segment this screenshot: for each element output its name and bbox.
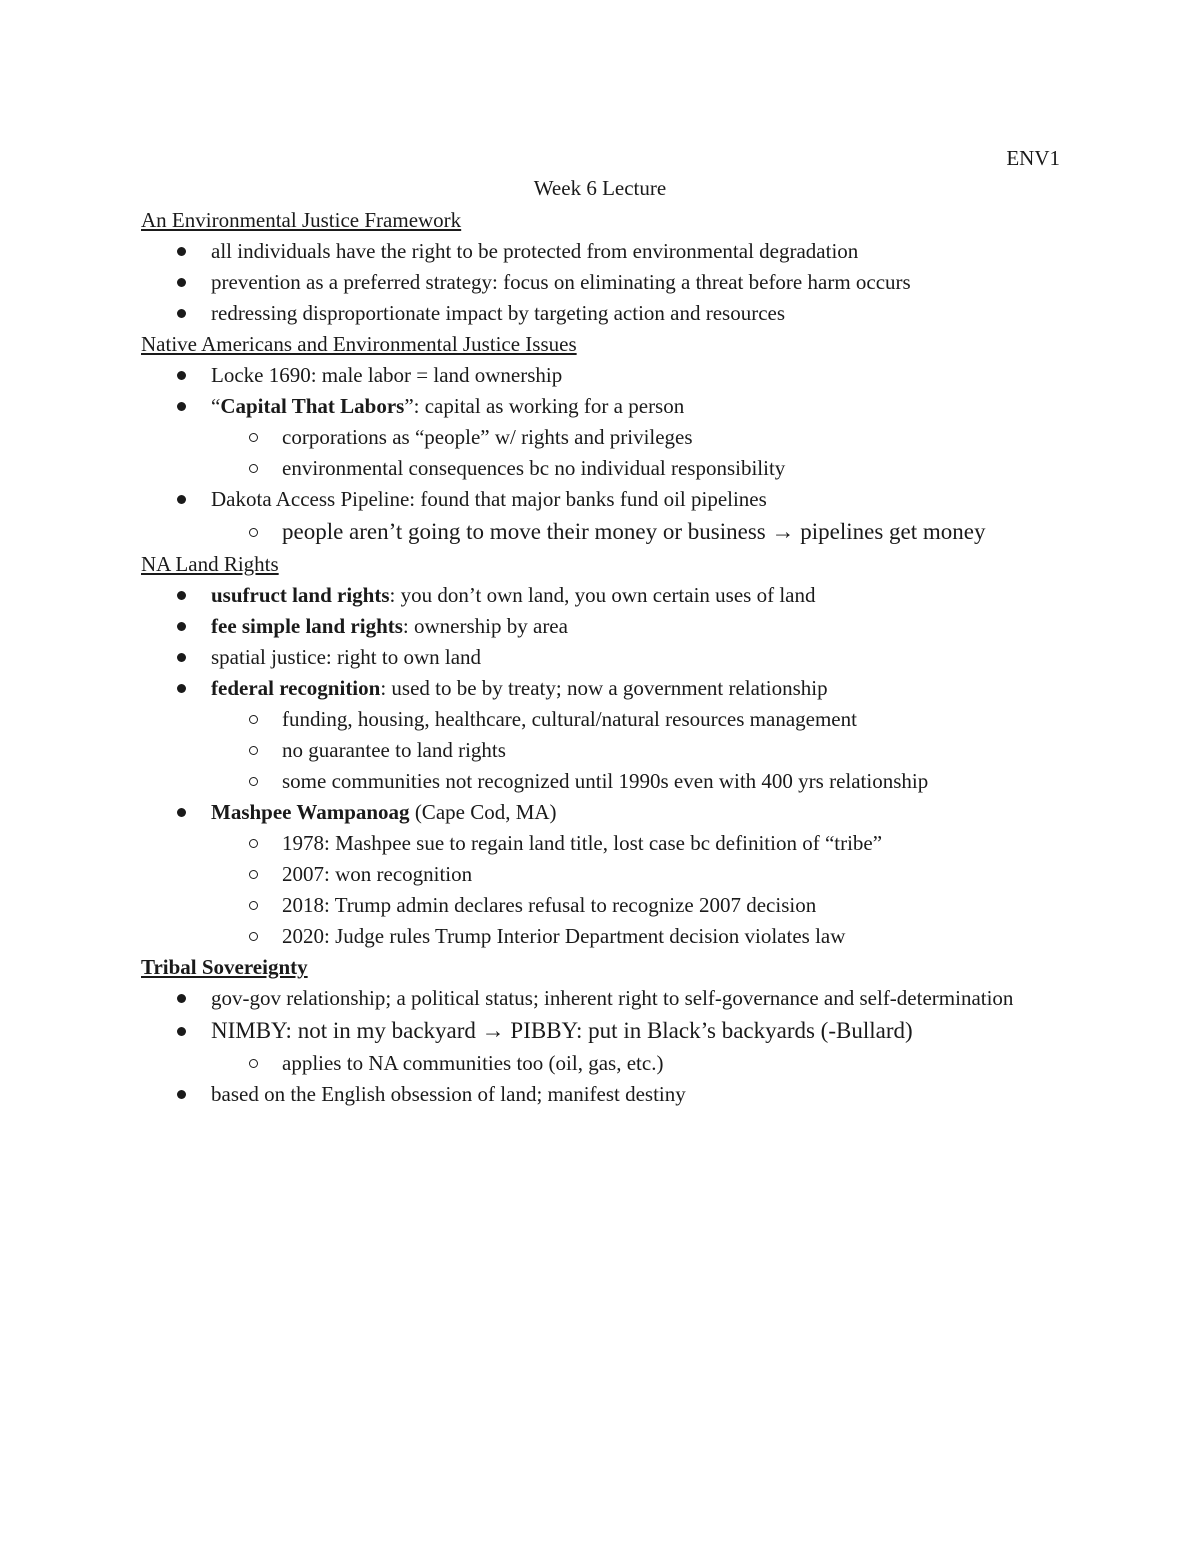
bullet-circle-icon [249, 921, 258, 952]
key-term: Mashpee Wampanoag [211, 800, 410, 824]
sovereignty-list [141, 983, 1061, 1110]
notes-body [141, 205, 1061, 1110]
framework-list [141, 236, 1061, 329]
list-subitem [141, 890, 1061, 921]
list-item [141, 642, 1061, 673]
page-title: Week 6 Lecture [533, 176, 667, 200]
key-term: fee simple land rights [211, 614, 403, 638]
bullet-dot-icon [177, 673, 186, 704]
list-item [141, 484, 1061, 515]
list-item [141, 611, 1061, 642]
list-subitem-text: 2007: won recognition [282, 862, 473, 886]
list-subitem-text: funding, housing, healthcare, cultural/natural resources management [282, 707, 857, 731]
list-item-text: spatial justice: right to own land [211, 645, 482, 669]
open-quote: “ [211, 394, 221, 418]
native-americans-list [141, 360, 1061, 549]
list-item [141, 673, 1061, 704]
bullet-circle-icon [249, 766, 258, 797]
bullet-circle-icon [249, 453, 258, 484]
list-item-text: Dakota Access Pipeline: found that major banks fund oil pipelines [211, 487, 767, 511]
section-heading-land-rights: NA Land Rights [141, 552, 279, 576]
bullet-dot-icon [177, 484, 186, 515]
bullet-circle-icon [249, 1048, 258, 1079]
list-item-text: : you don’t own land, you own certain uses of land [389, 583, 816, 607]
bullet-dot-icon [177, 360, 186, 391]
list-subitem-text: people aren’t going to move their money or business → pipelines get money [282, 519, 986, 544]
bullet-dot-icon [177, 580, 186, 611]
bullet-dot-icon [177, 236, 186, 267]
bullet-dot-icon [177, 797, 186, 828]
bullet-dot-icon [177, 391, 186, 422]
list-item [141, 797, 1061, 828]
list-subitem-text: some communities not recognized until 1990s even with 400 yrs relationship [282, 769, 929, 793]
list-subitem-text: 1978: Mashpee sue to regain land title, lost case bc definition of “tribe” [282, 831, 883, 855]
bullet-circle-icon [249, 515, 258, 549]
bullet-dot-icon [177, 298, 186, 329]
list-subitem [141, 859, 1061, 890]
list-item-text: redressing disproportionate impact by targeting action and resources [211, 301, 786, 325]
key-term: federal recognition [211, 676, 381, 700]
bullet-circle-icon [249, 859, 258, 890]
list-item-text: (Cape Cod, MA) [409, 800, 557, 824]
list-item-text: Locke 1690: male labor = land ownership [211, 363, 563, 387]
bullet-dot-icon [177, 983, 186, 1014]
list-item-text: : ownership by area [402, 614, 568, 638]
list-subitem [141, 515, 1061, 549]
list-subitem-text: corporations as “people” w/ rights and privileges [282, 425, 693, 449]
bullet-dot-icon [177, 1014, 186, 1048]
list-item-text: based on the English obsession of land; manifest destiny [211, 1082, 686, 1106]
bullet-circle-icon [249, 704, 258, 735]
list-item [141, 983, 1061, 1014]
list-subitem-text: 2020: Judge rules Trump Interior Department decision violates law [282, 924, 846, 948]
list-item [141, 1014, 1061, 1048]
list-item [141, 267, 1061, 298]
list-item-text: prevention as a preferred strategy: focus on eliminating a threat before harm occurs [211, 270, 911, 294]
list-subitem-text: applies to NA communities too (oil, gas, etc.) [282, 1051, 664, 1075]
list-subitem [141, 766, 1061, 797]
list-item-text: gov-gov relationship; a political status; inherent right to self-governance and self-determination [211, 986, 1014, 1010]
list-subitem [141, 735, 1061, 766]
list-item [141, 391, 1061, 422]
list-item [141, 236, 1061, 267]
list-subitem [141, 422, 1061, 453]
list-item-text: NIMBY: not in my backyard → PIBBY: put in Black’s backyards (-Bullard) [211, 1018, 913, 1043]
list-subitem-text: no guarantee to land rights [282, 738, 506, 762]
list-subitem [141, 921, 1061, 952]
list-subitem [141, 704, 1061, 735]
bullet-dot-icon [177, 611, 186, 642]
list-item-text: : used to be by treaty; now a government relationship [380, 676, 828, 700]
key-term: Capital That Labors [220, 394, 405, 418]
section-heading-native-americans: Native Americans and Environmental Justice Issues [141, 332, 577, 356]
list-subitem [141, 828, 1061, 859]
bullet-dot-icon [177, 267, 186, 298]
course-code: ENV1 [1006, 146, 1060, 170]
bullet-circle-icon [249, 422, 258, 453]
bullet-dot-icon [177, 642, 186, 673]
list-subitem-text: environmental consequences bc no individual responsibility [282, 456, 786, 480]
section-heading-framework: An Environmental Justice Framework [141, 208, 462, 232]
list-item [141, 360, 1061, 391]
land-rights-list [141, 580, 1061, 952]
list-item-text: ”: capital as working for a person [404, 394, 685, 418]
list-subitem-text: 2018: Trump admin declares refusal to recognize 2007 decision [282, 893, 817, 917]
list-subitem [141, 1048, 1061, 1079]
list-item-text: all individuals have the right to be protected from environmental degradation [211, 239, 859, 263]
key-term: usufruct land rights [211, 583, 390, 607]
list-item [141, 580, 1061, 611]
bullet-circle-icon [249, 828, 258, 859]
list-item [141, 298, 1061, 329]
bullet-dot-icon [177, 1079, 186, 1110]
section-heading-sovereignty: Tribal Sovereignty [141, 955, 308, 979]
bullet-circle-icon [249, 735, 258, 766]
list-subitem [141, 453, 1061, 484]
bullet-circle-icon [249, 890, 258, 921]
list-item [141, 1079, 1061, 1110]
